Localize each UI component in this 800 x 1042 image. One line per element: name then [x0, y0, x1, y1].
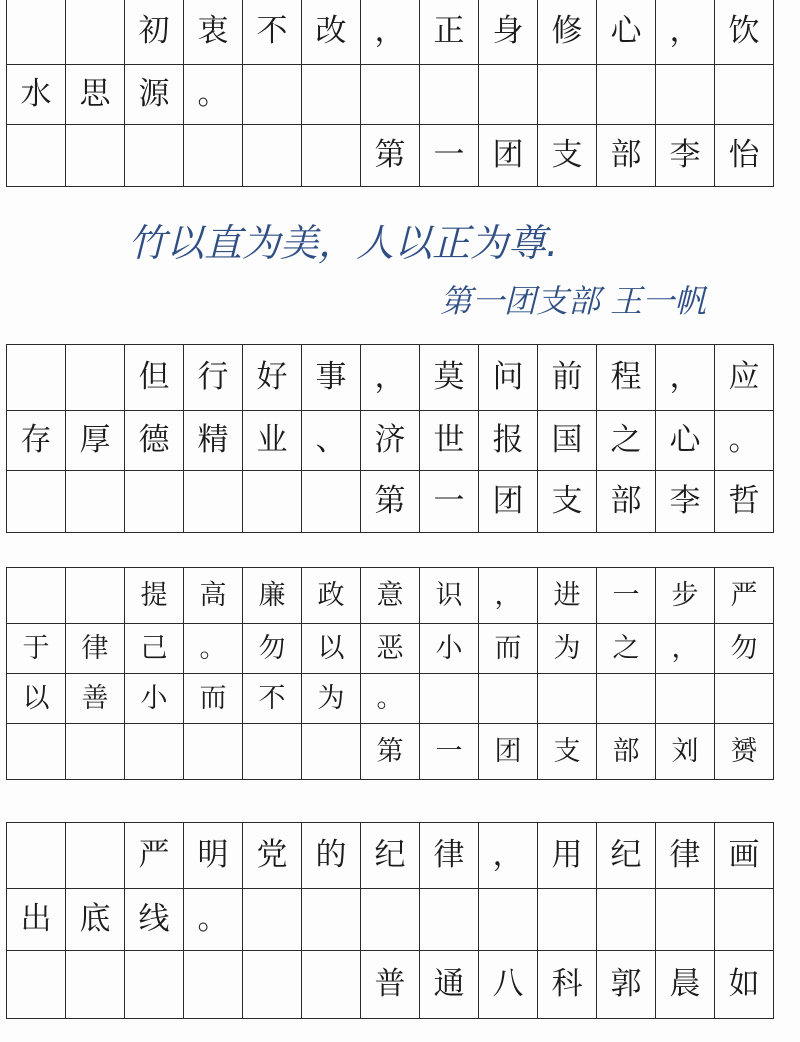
- grid-cell: [302, 125, 361, 187]
- grid-cell: 纪: [361, 823, 420, 889]
- grid-cell: 源: [125, 65, 184, 125]
- grid-cell: 于: [7, 624, 66, 674]
- grid-cell: 程: [597, 345, 656, 411]
- grid-cell: [184, 951, 243, 1019]
- grid-paper-2: [6, 344, 774, 533]
- grid-cell: 律: [656, 823, 715, 889]
- grid-cell: 饮: [715, 0, 774, 65]
- grid-cell: 律: [66, 624, 125, 674]
- grid-cell: 律: [420, 823, 479, 889]
- grid-cell: 德: [125, 411, 184, 471]
- grid-cell: 事: [302, 345, 361, 411]
- grid-cell: [7, 471, 66, 533]
- grid-cell: 世: [420, 411, 479, 471]
- grid-cell: 。: [361, 674, 420, 724]
- grid-cell: [66, 471, 125, 533]
- grid-cell: ，: [479, 823, 538, 889]
- grid-cell: 修: [538, 0, 597, 65]
- grid-cell: 出: [7, 889, 66, 951]
- grid-cell: 的: [302, 823, 361, 889]
- grid-cell: 正: [420, 0, 479, 65]
- grid-paper-3: [6, 567, 774, 780]
- grid-cell: 不: [243, 0, 302, 65]
- grid-cell: [243, 724, 302, 780]
- grid-cell: 行: [184, 345, 243, 411]
- grid-cell: [479, 889, 538, 951]
- grid-cell: 进: [538, 568, 597, 624]
- grid-cell: 郭: [597, 951, 656, 1019]
- grid-cell: 前: [538, 345, 597, 411]
- grid-cell: 一: [420, 125, 479, 187]
- grid-cell: 部: [597, 724, 656, 780]
- grid-cell: [243, 125, 302, 187]
- grid-cell: 提: [125, 568, 184, 624]
- grid-cell: 存: [7, 411, 66, 471]
- grid-cell: 。: [184, 65, 243, 125]
- grid-cell: 用: [538, 823, 597, 889]
- grid-cell: [302, 889, 361, 951]
- grid-cell: 团: [479, 724, 538, 780]
- grid-cell: 。: [184, 624, 243, 674]
- grid-cell: 之: [597, 411, 656, 471]
- grid-cell: [597, 674, 656, 724]
- grid-cell: [361, 65, 420, 125]
- grid-cell: 心: [656, 411, 715, 471]
- grid-cell: 通: [420, 951, 479, 1019]
- grid-cell: [420, 674, 479, 724]
- grid-cell: 善: [66, 674, 125, 724]
- grid-cell: 报: [479, 411, 538, 471]
- grid-cell: 政: [302, 568, 361, 624]
- grid-cell: 严: [125, 823, 184, 889]
- grid-cell: 步: [656, 568, 715, 624]
- grid-cell: 如: [715, 951, 774, 1019]
- grid-cell: [7, 951, 66, 1019]
- grid-cell: [7, 345, 66, 411]
- handwritten-signature: 第一团支部 王一帆: [440, 282, 707, 320]
- grid-cell: 业: [243, 411, 302, 471]
- grid-cell: 团: [479, 471, 538, 533]
- grid-cell: 改: [302, 0, 361, 65]
- grid-cell: 一: [597, 568, 656, 624]
- grid-cell: [715, 674, 774, 724]
- grid-cell: 精: [184, 411, 243, 471]
- grid-cell: 支: [538, 125, 597, 187]
- grid-cell: 为: [538, 624, 597, 674]
- grid-cell: [125, 125, 184, 187]
- grid-cell: [715, 889, 774, 951]
- grid-cell: [7, 823, 66, 889]
- grid-cell: [715, 65, 774, 125]
- grid-cell: [420, 65, 479, 125]
- grid-cell: [479, 65, 538, 125]
- grid-cell: 支: [538, 471, 597, 533]
- grid-cell: ，: [656, 345, 715, 411]
- grid-cell: 李: [656, 471, 715, 533]
- grid-cell: [125, 951, 184, 1019]
- grid-cell: [66, 951, 125, 1019]
- grid-cell: 小: [420, 624, 479, 674]
- grid-cell: [125, 471, 184, 533]
- grid-cell: ，: [656, 0, 715, 65]
- grid-cell: 之: [597, 624, 656, 674]
- grid-cell: ，: [361, 345, 420, 411]
- grid-cell: [66, 0, 125, 65]
- grid-cell: 赟: [715, 724, 774, 780]
- grid-cell: [479, 674, 538, 724]
- grid-cell: 明: [184, 823, 243, 889]
- grid-cell: [302, 471, 361, 533]
- grid-cell: 好: [243, 345, 302, 411]
- grid-cell: 刘: [656, 724, 715, 780]
- grid-cell: 一: [420, 471, 479, 533]
- grid-cell: [538, 889, 597, 951]
- grid-cell: 不: [243, 674, 302, 724]
- grid-cell: ，: [479, 568, 538, 624]
- grid-cell: [243, 951, 302, 1019]
- grid-cell: 李: [656, 125, 715, 187]
- grid-cell: 而: [479, 624, 538, 674]
- grid-cell: [420, 889, 479, 951]
- grid-cell: 第: [361, 724, 420, 780]
- grid-paper-1: [6, 0, 774, 187]
- grid-cell: 八: [479, 951, 538, 1019]
- grid-cell: [302, 951, 361, 1019]
- grid-cell: 莫: [420, 345, 479, 411]
- grid-cell: 线: [125, 889, 184, 951]
- grid-cell: 哲: [715, 471, 774, 533]
- grid-cell: 纪: [597, 823, 656, 889]
- grid-cell: 小: [125, 674, 184, 724]
- grid-cell: [7, 125, 66, 187]
- grid-paper-4: [6, 822, 774, 1019]
- grid-cell: 衷: [184, 0, 243, 65]
- grid-cell: 济: [361, 411, 420, 471]
- grid-cell: 意: [361, 568, 420, 624]
- grid-cell: [243, 471, 302, 533]
- grid-cell: 问: [479, 345, 538, 411]
- grid-cell: 晨: [656, 951, 715, 1019]
- grid-cell: [66, 568, 125, 624]
- grid-cell: 以: [302, 624, 361, 674]
- grid-cell: [66, 823, 125, 889]
- grid-cell: [7, 0, 66, 65]
- grid-cell: [361, 889, 420, 951]
- grid-cell: [125, 724, 184, 780]
- grid-cell: 科: [538, 951, 597, 1019]
- grid-cell: 普: [361, 951, 420, 1019]
- grid-cell: 以: [7, 674, 66, 724]
- grid-cell: [656, 65, 715, 125]
- grid-cell: [656, 674, 715, 724]
- grid-cell: 底: [66, 889, 125, 951]
- grid-cell: [597, 65, 656, 125]
- grid-cell: [184, 125, 243, 187]
- grid-cell: [66, 345, 125, 411]
- grid-cell: 勿: [243, 624, 302, 674]
- grid-cell: [302, 65, 361, 125]
- grid-cell: 应: [715, 345, 774, 411]
- grid-cell: 高: [184, 568, 243, 624]
- grid-cell: 心: [597, 0, 656, 65]
- grid-cell: [66, 724, 125, 780]
- grid-cell: 、: [302, 411, 361, 471]
- grid-cell: [302, 724, 361, 780]
- grid-cell: 部: [597, 471, 656, 533]
- grid-cell: [538, 65, 597, 125]
- grid-cell: [7, 724, 66, 780]
- grid-cell: ，: [361, 0, 420, 65]
- grid-cell: [597, 889, 656, 951]
- grid-cell: 。: [715, 411, 774, 471]
- grid-cell: 团: [479, 125, 538, 187]
- grid-cell: 。: [184, 889, 243, 951]
- grid-cell: 国: [538, 411, 597, 471]
- grid-cell: 恶: [361, 624, 420, 674]
- grid-cell: 水: [7, 65, 66, 125]
- grid-cell: [538, 674, 597, 724]
- grid-cell: 严: [715, 568, 774, 624]
- grid-cell: 部: [597, 125, 656, 187]
- grid-cell: 一: [420, 724, 479, 780]
- grid-cell: 为: [302, 674, 361, 724]
- grid-cell: 初: [125, 0, 184, 65]
- grid-cell: 思: [66, 65, 125, 125]
- grid-cell: 但: [125, 345, 184, 411]
- grid-cell: 画: [715, 823, 774, 889]
- grid-cell: ，: [656, 624, 715, 674]
- grid-cell: [184, 471, 243, 533]
- grid-cell: [66, 125, 125, 187]
- grid-cell: 第: [361, 125, 420, 187]
- grid-cell: 身: [479, 0, 538, 65]
- grid-cell: [656, 889, 715, 951]
- grid-cell: 厚: [66, 411, 125, 471]
- grid-cell: 怡: [715, 125, 774, 187]
- grid-cell: 支: [538, 724, 597, 780]
- grid-cell: [184, 724, 243, 780]
- grid-cell: 识: [420, 568, 479, 624]
- grid-cell: 而: [184, 674, 243, 724]
- grid-cell: [7, 568, 66, 624]
- grid-cell: [243, 65, 302, 125]
- grid-cell: [243, 889, 302, 951]
- grid-cell: 己: [125, 624, 184, 674]
- handwritten-quote: 竹以直为美，人以正为尊.: [128, 221, 559, 265]
- grid-cell: 党: [243, 823, 302, 889]
- grid-cell: 廉: [243, 568, 302, 624]
- grid-cell: 第: [361, 471, 420, 533]
- grid-cell: 勿: [715, 624, 774, 674]
